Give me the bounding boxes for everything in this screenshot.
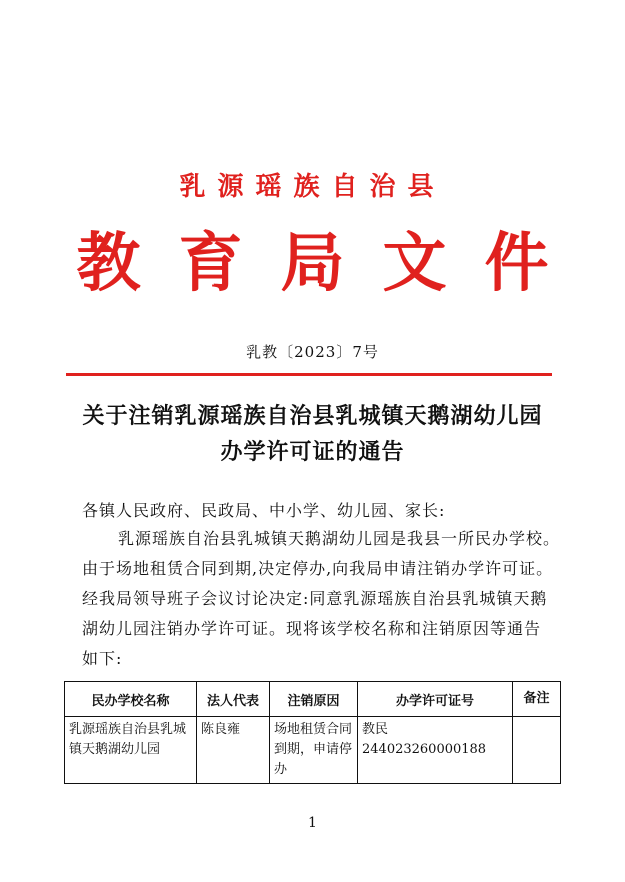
col-header-remark: 备注 [513,682,561,717]
salutation: 各镇人民政府、民政局、中小学、幼儿园、家长: [82,501,446,520]
cell-legal-rep: 陈良雍 [197,717,270,784]
title-line-2: 办学许可证的通告 [220,439,405,465]
col-header-legal-rep: 法人代表 [197,682,270,717]
body-line: 如下: [82,649,123,668]
body-line: 由于场地租赁合同到期,决定停办,向我局申请注销办学许可证。 [82,559,554,578]
col-header-school-name: 民办学校名称 [65,682,197,717]
issuer-line: 乳源瑶族自治县 [179,172,446,202]
body-line: 经我局领导班子会议讨论决定:同意乳源瑶族自治县乳城镇天鹅 [82,589,548,608]
school-table [64,681,561,784]
table-header-row [65,682,561,717]
table-row [65,717,561,784]
document-number: 乳教〔2023〕7号 [246,343,379,361]
document-banner: 教育局文件 [76,226,587,301]
body-line: 湖幼儿园注销办学许可证。现将该学校名称和注销原因等通告 [82,619,542,638]
title-line-1: 关于注销乳源瑶族自治县乳城镇天鹅湖幼儿园 [82,403,543,429]
notice-title [40,398,585,470]
col-header-license-no: 办学许可证号 [358,682,513,717]
cell-license-no: 教民244023260000188 [358,717,513,784]
body-paragraph [82,524,561,674]
red-divider [66,373,552,376]
cell-school-name: 乳源瑶族自治县乳城镇天鹅湖幼儿园 [65,717,197,784]
cell-reason: 场地租赁合同到期，申请停办 [270,717,358,784]
col-header-reason: 注销原因 [270,682,358,717]
body-line: 乳源瑶族自治县乳城镇天鹅湖幼儿园是我县一所民办学校。 [118,529,561,548]
cell-remark [513,717,561,784]
page-number: 1 [308,815,317,831]
